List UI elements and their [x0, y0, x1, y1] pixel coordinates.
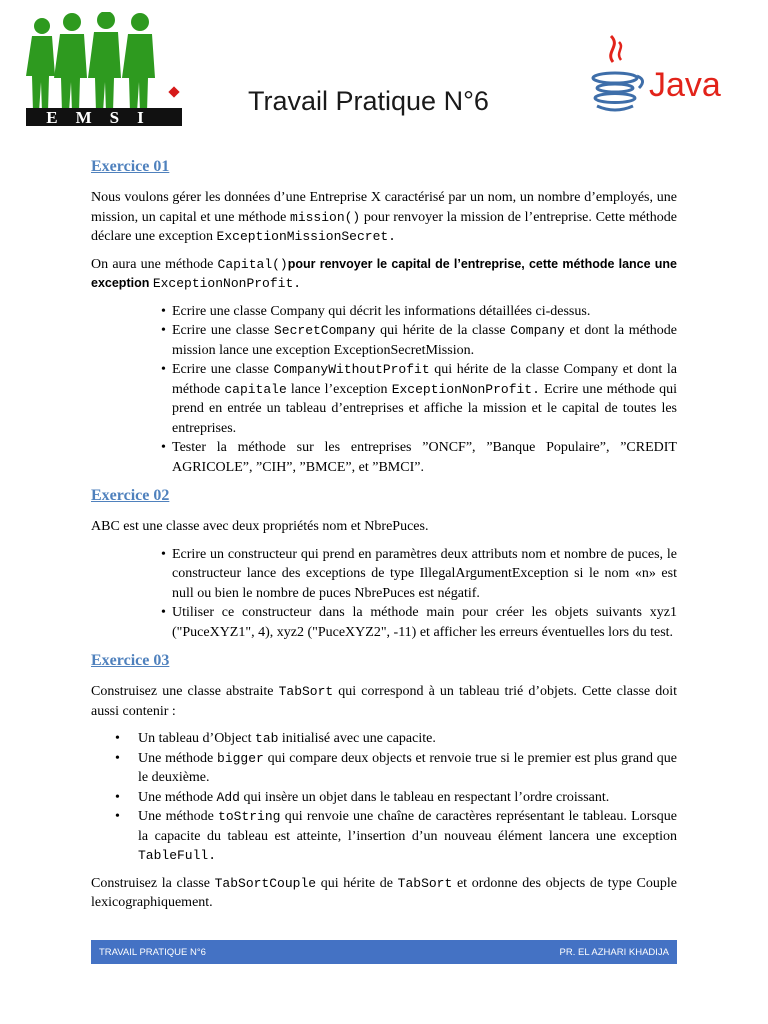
- text-run: Une méthode: [138, 809, 219, 824]
- list-item: [161, 360, 677, 438]
- text-run: qui correspond à un tableau trié d’objets. Cette classe doit aussi contenir :: [91, 684, 677, 719]
- exercise-3-paragraph-1: [91, 682, 677, 721]
- list-item: [161, 321, 677, 360]
- text-run: Ecrire une classe: [172, 323, 274, 338]
- document-body: [91, 156, 677, 921]
- java-logo-text: Java: [649, 66, 721, 104]
- bullet-icon: •: [115, 789, 120, 805]
- text-run: Construisez une classe abstraite: [91, 684, 279, 699]
- code-run: tab: [255, 731, 279, 746]
- text-run: Une méthode: [138, 789, 217, 805]
- exercise-1-task-list: [91, 302, 677, 478]
- text-run: pour renvoyer la mission de l’entreprise. Cette méthode déclare une exception: [91, 209, 678, 244]
- text-run: Construisez la classe: [91, 875, 215, 891]
- document-title: Travail Pratique N°6: [248, 86, 489, 116]
- text-run: Tester la méthode sur les entreprises ”ONCF”, ”Banque Populaire”, ”CREDIT AGRICOLE”, ”CIH”, ”BMCE”, et ”BMCI”.: [172, 440, 677, 475]
- list-item: [115, 749, 677, 788]
- page-footer: [91, 940, 677, 964]
- code-tabsortcouple: TabSortCouple: [214, 875, 317, 891]
- bullet-icon: •: [115, 750, 120, 766]
- list-item: [115, 729, 677, 749]
- exercise-1-paragraph-1: [91, 188, 677, 247]
- text-run: qui compare deux objects et renvoie true si le premier est plus grand que le deuxième.: [138, 750, 678, 785]
- text-run: et ordonne des objects de type Couple lexicographiquement.: [91, 875, 677, 910]
- footer-right-text: PR. EL AZHARI KHADIJA: [559, 946, 669, 958]
- list-item: [161, 545, 677, 604]
- footer-left-text: TRAVAIL PRATIQUE N°6: [99, 946, 206, 958]
- text-run: On aura une méthode: [91, 256, 218, 272]
- emsi-logo: [22, 12, 184, 128]
- code-run: toString: [218, 809, 281, 824]
- text-run: qui hérite de la classe: [375, 323, 511, 338]
- exercise-2-heading: Exercice 02: [91, 487, 170, 504]
- code-run: SecretCompany: [273, 323, 376, 338]
- code-tabsort: TabSort: [397, 875, 453, 891]
- bullet-icon: •: [115, 731, 120, 746]
- bullet-icon: •: [161, 605, 166, 620]
- bullet-icon: •: [161, 440, 166, 455]
- text-run: Une méthode: [138, 750, 218, 766]
- java-logo: [585, 28, 735, 123]
- code-run: Company: [510, 323, 565, 338]
- code-mission: mission(): [290, 209, 361, 225]
- bullet-icon: •: [115, 809, 120, 824]
- code-run: CompanyWithoutProfit: [273, 362, 430, 377]
- text-run: Nous voulons gérer les données d’une Entreprise X caractérisé par un nom, un nombre d’employés, une mission, un capital et une méthode: [91, 190, 677, 225]
- exercise-1-paragraph-2: [91, 255, 677, 294]
- code-run: TableFull.: [138, 848, 217, 863]
- list-item: [161, 603, 677, 642]
- code-run: Add: [216, 789, 240, 805]
- code-capital: Capital(): [217, 256, 288, 272]
- code-run: bigger: [217, 750, 264, 766]
- list-item: [115, 788, 677, 808]
- emsi-logo-text: EMSI: [46, 108, 162, 127]
- text-run-bold: pour renvoyer le capital de l’entreprise, cette méthode lance une exception: [91, 256, 677, 290]
- exercise-2-paragraph-1: ABC est une classe avec deux propriétés nom et NbrePuces.: [91, 519, 429, 534]
- exercise-3-heading: Exercice 03: [91, 652, 170, 669]
- code-run: capitale: [224, 381, 287, 397]
- text-run: qui renvoie une chaîne de caractères représentant le tableau. Lorsque la capacite du tableau est atteinte, l’insertion d’un nouveau élément lancera une exception: [138, 809, 677, 844]
- text-run: Ecrire un constructeur qui prend en paramètres deux attributs nom et nombre de puces, le constructeur lance des exceptions de type IllegalArgumentException si le nom «n» est null ou bien le nombre de puces NbrePuces est négatif.: [172, 546, 677, 601]
- text-run: Un tableau d’Object: [138, 731, 256, 746]
- text-run: initialisé avec une capacite.: [278, 731, 436, 746]
- bullet-icon: •: [161, 546, 166, 562]
- text-run: Ecrire une méthode qui prend en entrée un tableau d’entreprises et affiche la mission et le capital de toutes les entreprises.: [172, 381, 677, 436]
- code-run: ExceptionNonProfit.: [391, 381, 540, 397]
- list-item: [161, 438, 677, 477]
- exercise-3-requirements-list: [91, 729, 677, 866]
- text-run: qui hérite de: [316, 875, 398, 891]
- exercise-2-task-list: [91, 545, 677, 643]
- text-run: Ecrire une classe: [172, 362, 274, 377]
- bullet-icon: •: [161, 362, 166, 377]
- bullet-icon: •: [161, 323, 166, 338]
- text-run: qui hérite de la classe Company et dont la méthode: [172, 362, 677, 397]
- code-exception-mission-secret: ExceptionMissionSecret.: [216, 229, 396, 244]
- text-run: et dont la méthode mission lance une exception ExceptionSecretMission.: [172, 323, 677, 358]
- text-run: Utiliser ce constructeur dans la méthode main pour créer les objets suivants xyz1 ("PuceXYZ1", 4), xyz2 ("PuceXYZ2", -11) et afficher les erreurs éventuelles lors du test.: [172, 605, 677, 640]
- exercise-1-heading: Exercice 01: [91, 158, 170, 175]
- bullet-icon: •: [161, 303, 166, 319]
- exercise-3-paragraph-2: [91, 874, 677, 913]
- text-run: Ecrire une classe Company qui décrit les informations détaillées ci-dessus.: [172, 303, 591, 319]
- code-tabsort: TabSort: [278, 684, 334, 699]
- code-exception-non-profit: ExceptionNonProfit.: [152, 276, 302, 291]
- text-run: lance l’exception: [286, 381, 392, 397]
- list-item: [115, 807, 677, 866]
- text-run: qui insère un objet dans le tableau en respectant l’ordre croissant.: [239, 789, 610, 805]
- list-item: [161, 302, 677, 322]
